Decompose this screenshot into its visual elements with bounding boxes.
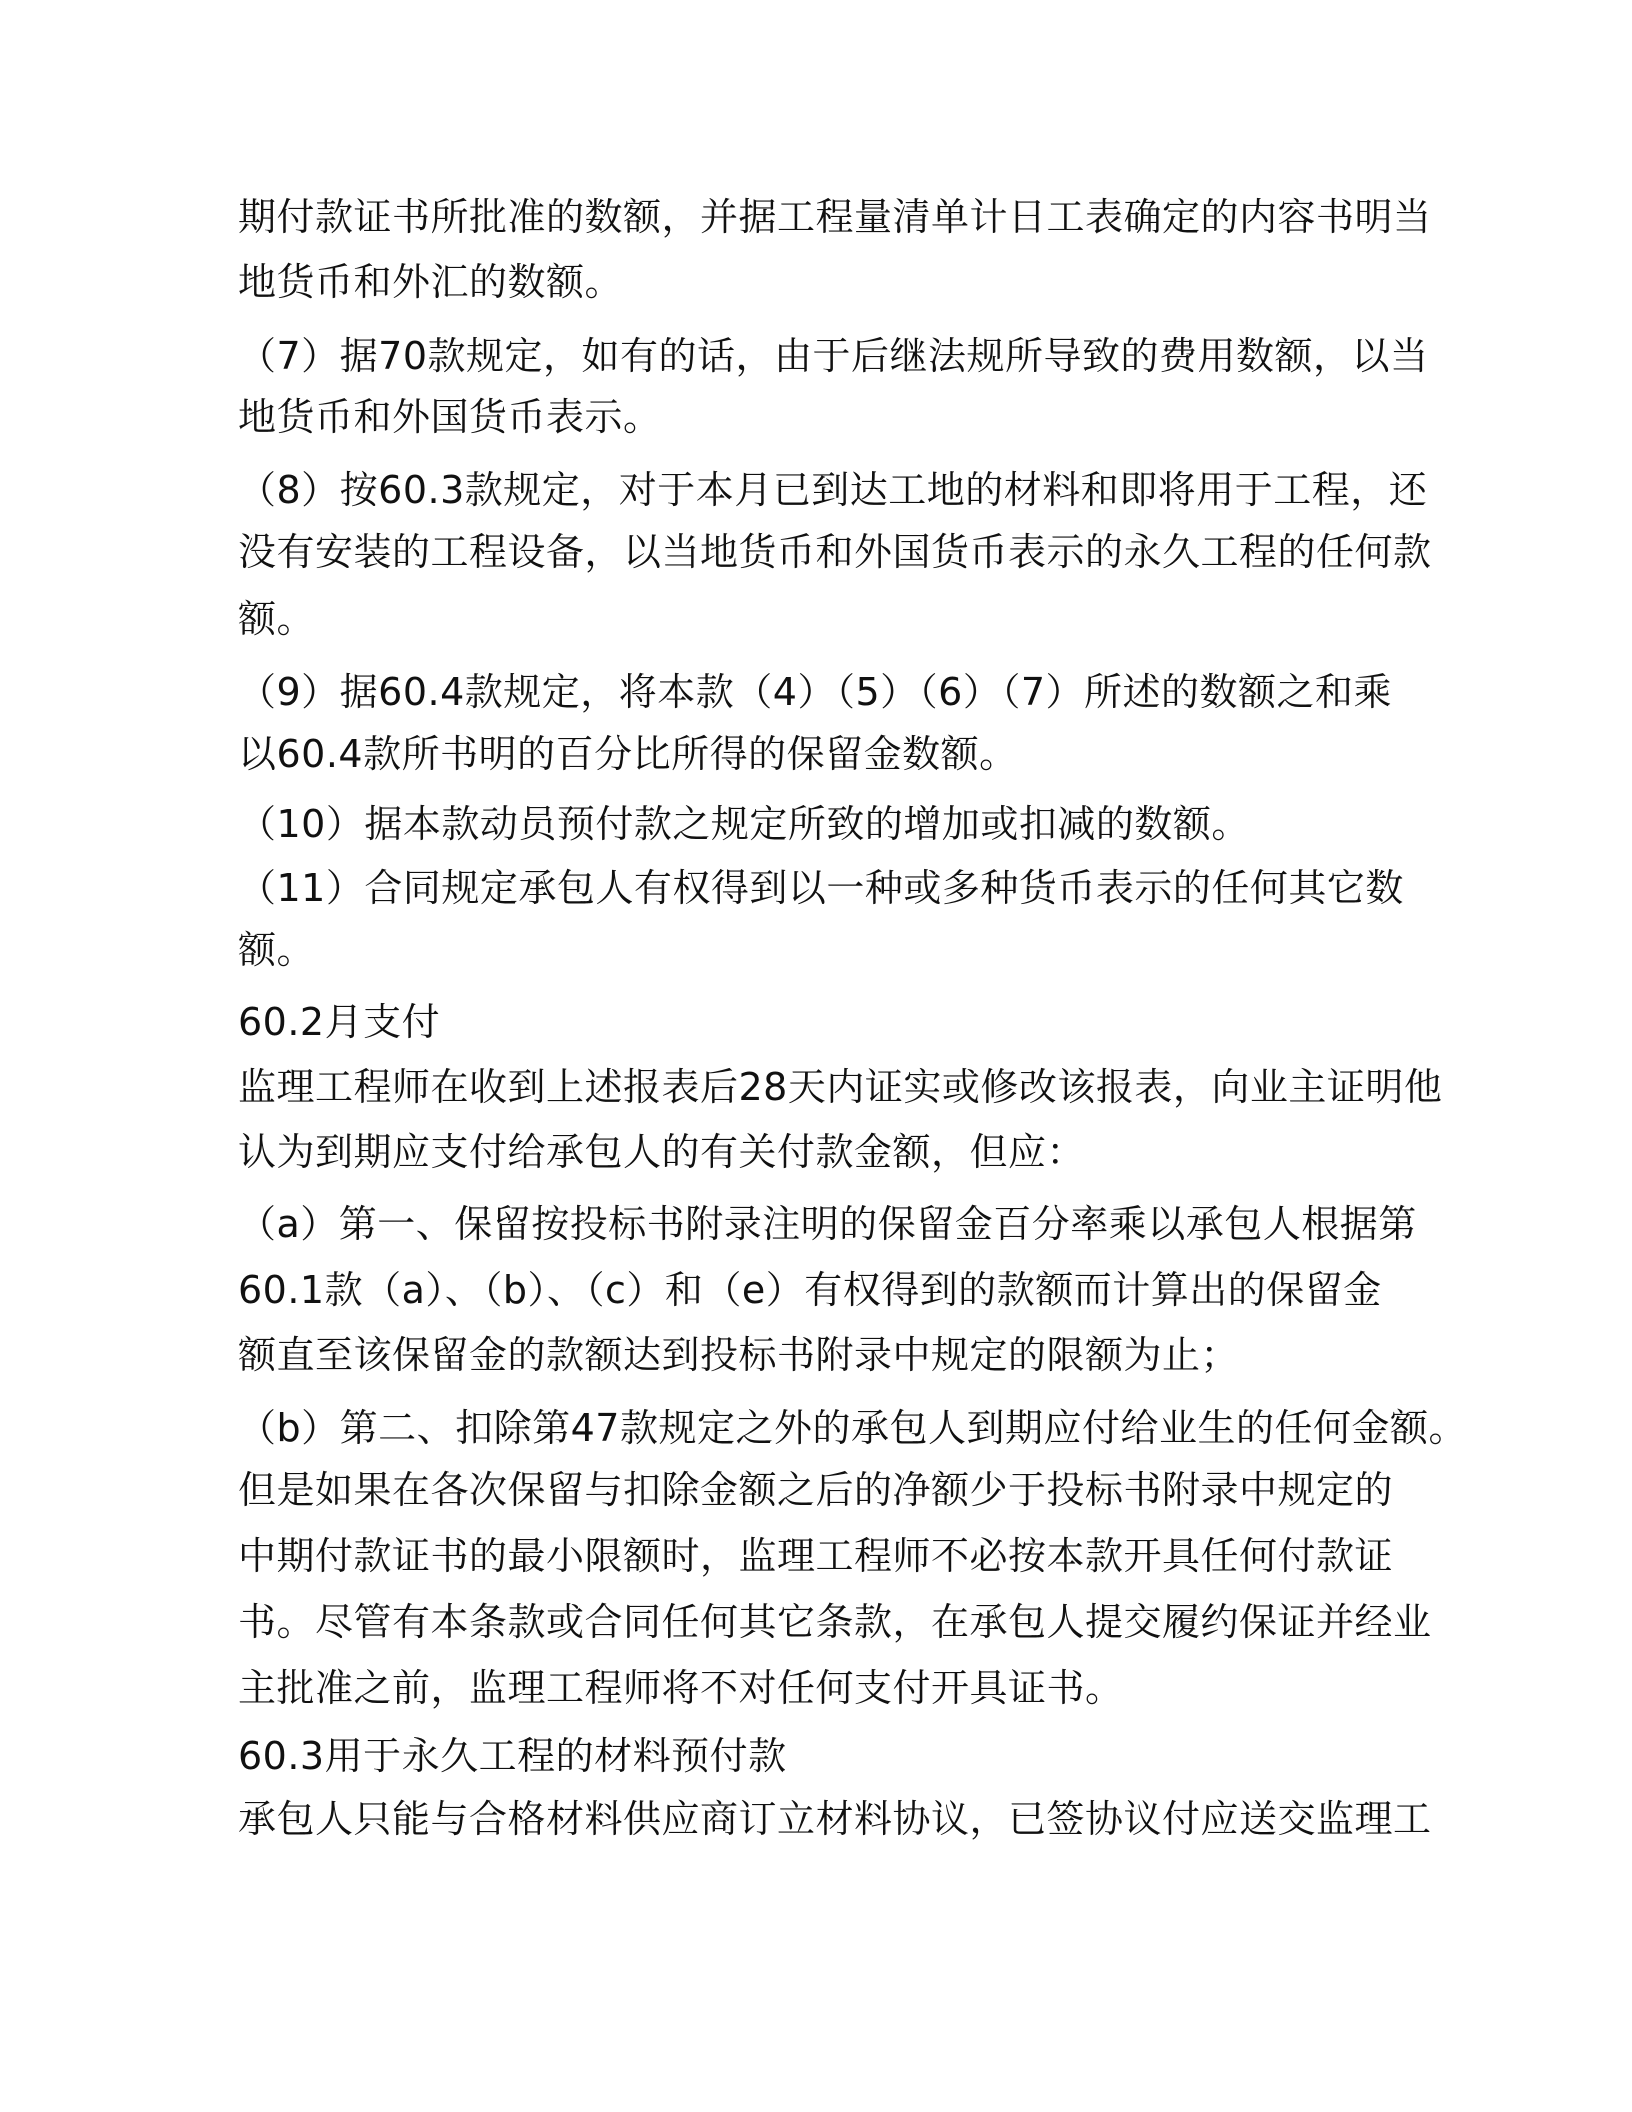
- text-line: （11）合同规定承包人有权得到以一种或多种货币表示的任何其它数: [238, 866, 1404, 910]
- text-line: 监理工程师在收到上述报表后28天内证实或修改该报表，向业主证明他: [238, 1065, 1443, 1109]
- text-line: 地货币和外汇的数额。: [238, 260, 624, 304]
- section-heading: 60.2月支付: [238, 1000, 441, 1044]
- text-line: （7）据70款规定，如有的话，由于后继法规所导致的费用数额，以当: [238, 334, 1429, 378]
- text-line: （8）按60.3款规定，对于本月已到达工地的材料和即将用于工程，还: [238, 468, 1428, 512]
- text-line: 60.1款（a）、（b）、（c）和（e）有权得到的款额而计算出的保留金: [238, 1268, 1382, 1312]
- text-line: 期付款证书所批准的数额，并据工程量清单计日工表确定的内容书明当: [238, 195, 1432, 239]
- text-line: 地货币和外国货币表示。: [238, 395, 662, 439]
- section-heading: 60.3用于永久工程的材料预付款: [238, 1734, 787, 1778]
- text-line: 额。: [238, 928, 316, 972]
- text-line: 额。: [238, 597, 316, 641]
- text-line: 但是如果在各次保留与扣除金额之后的净额少于投标书附录中规定的: [238, 1468, 1394, 1512]
- text-line: 书。尽管有本条款或合同任何其它条款，在承包人提交履约保证并经业: [238, 1600, 1432, 1644]
- text-line: 以60.4款所书明的百分比所得的保留金数额。: [238, 732, 1018, 776]
- text-line: 额直至该保留金的款额达到投标书附录中规定的限额为止；: [238, 1333, 1240, 1377]
- text-line: 承包人只能与合格材料供应商订立材料协议，已签协议付应送交监理工: [238, 1797, 1432, 1841]
- text-line: 中期付款证书的最小限额时，监理工程师不必按本款开具任何付款证: [238, 1534, 1394, 1578]
- text-line: （a）第一、保留按投标书附录注明的保留金百分率乘以承包人根据第: [238, 1202, 1417, 1246]
- text-line: 没有安装的工程设备，以当地货币和外国货币表示的永久工程的任何款: [238, 530, 1432, 574]
- text-line: （10）据本款动员预付款之规定所致的增加或扣减的数额。: [238, 802, 1250, 846]
- text-line: （b）第二、扣除第47款规定之外的承包人到期应付给业生的任何金额。: [238, 1406, 1467, 1450]
- text-line: （9）据60.4款规定，将本款（4）（5）（6）（7）所述的数额之和乘: [238, 670, 1392, 714]
- text-line: 认为到期应支付给承包人的有关付款金额，但应：: [238, 1130, 1086, 1174]
- text-line: 主批准之前，监理工程师将不对任何支付开具证书。: [238, 1666, 1124, 1710]
